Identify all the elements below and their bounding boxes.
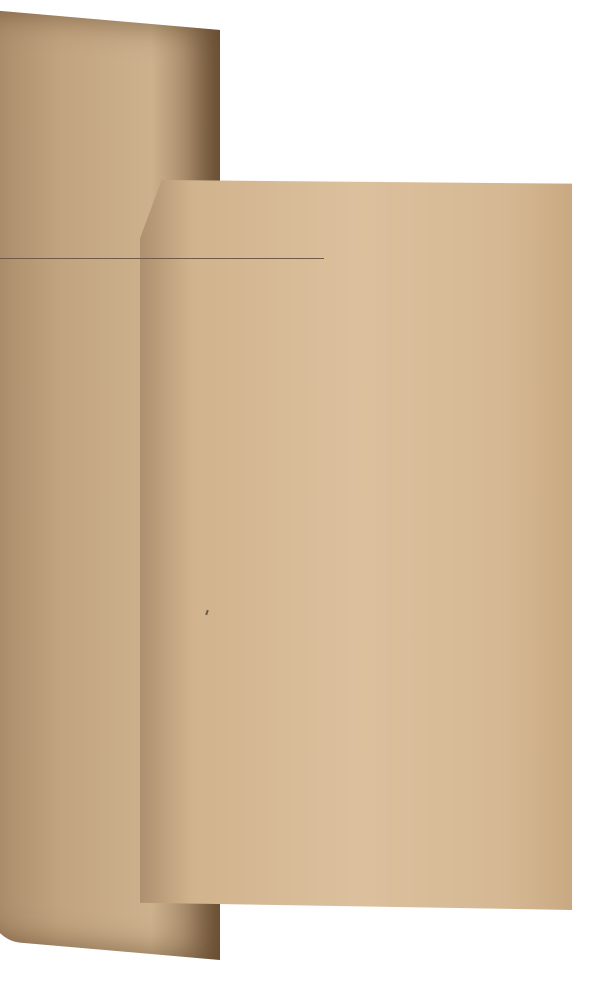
- running-head: [175, 266, 503, 288]
- right-page-content: [175, 266, 503, 336]
- header-rule: [0, 258, 324, 259]
